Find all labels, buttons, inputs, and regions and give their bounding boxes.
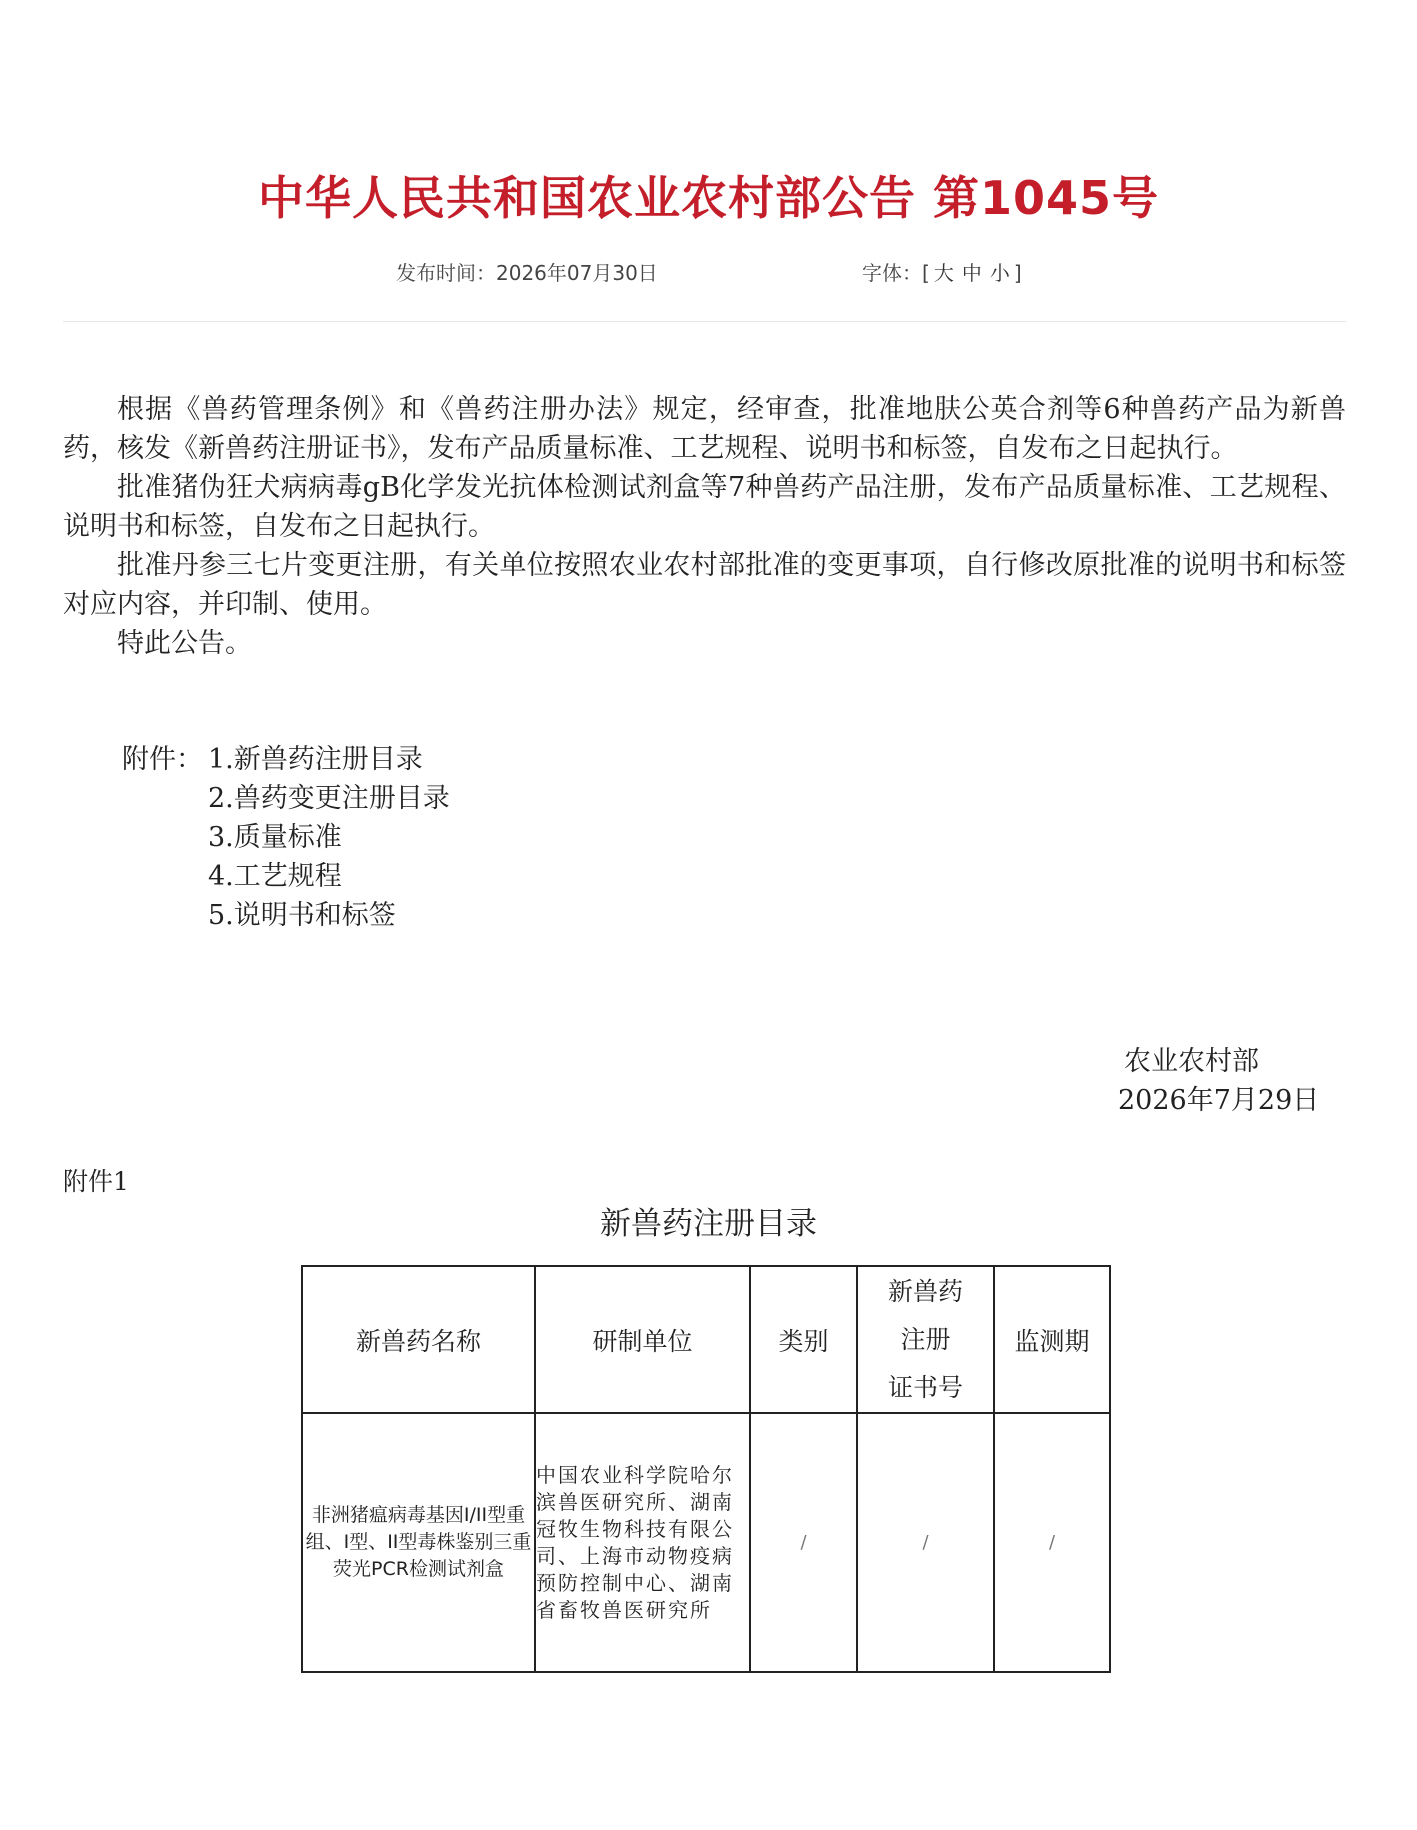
- page-title: 中华人民共和国农业农村部公告 第1045号: [257, 171, 1160, 225]
- cell-developer: 中国农业科学院哈尔滨兽医研究所、湖南冠牧生物科技有限公司、上海市动物疫病预防控制中心、湖南省畜牧兽医研究所: [535, 1413, 750, 1672]
- attachment-link[interactable]: 3.质量标准: [208, 822, 342, 853]
- signature-org: 农业农村部: [1124, 1046, 1259, 1077]
- registry-table: [301, 1265, 1111, 1673]
- cert-header-line: 注册: [900, 1324, 951, 1354]
- column-header-category: 类别: [750, 1266, 857, 1413]
- attachment-link[interactable]: 1.新兽药注册目录: [208, 744, 423, 775]
- publish-label: 发布时间：: [396, 261, 496, 285]
- body-paragraph: 批准猪伪狂犬病病毒gB化学发光抗体检测试剂盒等7种兽药产品注册，发布产品质量标准、工艺规程、说明书和标签，自发布之日起执行。: [63, 472, 1346, 542]
- body-paragraph: 批准丹参三七片变更注册，有关单位按照农业农村部批准的变更事项，自行修改原批准的说明书和标签对应内容，并印制、使用。: [63, 550, 1346, 620]
- publish-date-row: [396, 258, 658, 288]
- font-size-switcher: [862, 258, 1022, 288]
- attachment-link[interactable]: 4.工艺规程: [208, 861, 342, 892]
- cert-header-line: 证书号: [887, 1372, 963, 1402]
- header-divider: [63, 321, 1346, 322]
- annex-title: 新兽药注册目录: [600, 1206, 817, 1242]
- signature-block: [1118, 1042, 1319, 1120]
- cell-monitor-period: /: [994, 1413, 1110, 1672]
- column-header-certificate: [857, 1266, 994, 1413]
- cert-header-line: 新兽药: [887, 1276, 963, 1306]
- attachment-list: [122, 740, 450, 935]
- attachment-link[interactable]: 5.说明书和标签: [208, 900, 396, 931]
- publish-date: 2026年07月30日: [496, 261, 658, 285]
- font-size-label: 字体：: [862, 261, 922, 285]
- announcement-body: [63, 390, 1346, 663]
- font-bracket-close: ]: [1013, 261, 1022, 285]
- signature-date: 2026年7月29日: [1118, 1085, 1320, 1116]
- annex-label: 附件1: [63, 1167, 129, 1196]
- attachment-label: 附件：: [122, 744, 203, 775]
- table-header-row: [302, 1266, 1110, 1413]
- column-header-name: 新兽药名称: [302, 1266, 535, 1413]
- font-size-large-link[interactable]: 大: [933, 261, 954, 285]
- column-header-org: 研制单位: [535, 1266, 750, 1413]
- attachment-link[interactable]: 2.兽药变更注册目录: [208, 783, 450, 814]
- cell-category: /: [750, 1413, 857, 1672]
- font-bracket-open: [: [922, 261, 930, 285]
- body-paragraph: 根据《兽药管理条例》和《兽药注册办法》规定，经审查，批准地肤公英合剂等6种兽药产品为新兽药，核发《新兽药注册证书》，发布产品质量标准、工艺规程、说明书和标签，自发布之日起执行。: [63, 394, 1346, 464]
- font-size-medium-link[interactable]: 中: [961, 261, 982, 285]
- font-size-small-link[interactable]: 小: [989, 261, 1010, 285]
- column-header-monitor: 监测期: [994, 1266, 1110, 1413]
- table-row: [302, 1413, 1110, 1672]
- cell-certificate: /: [857, 1413, 994, 1672]
- body-paragraph: 特此公告。: [117, 628, 252, 659]
- cell-product-name: 非洲猪瘟病毒基因I/II型重组、I型、II型毒株鉴别三重荧光PCR检测试剂盒: [302, 1413, 535, 1672]
